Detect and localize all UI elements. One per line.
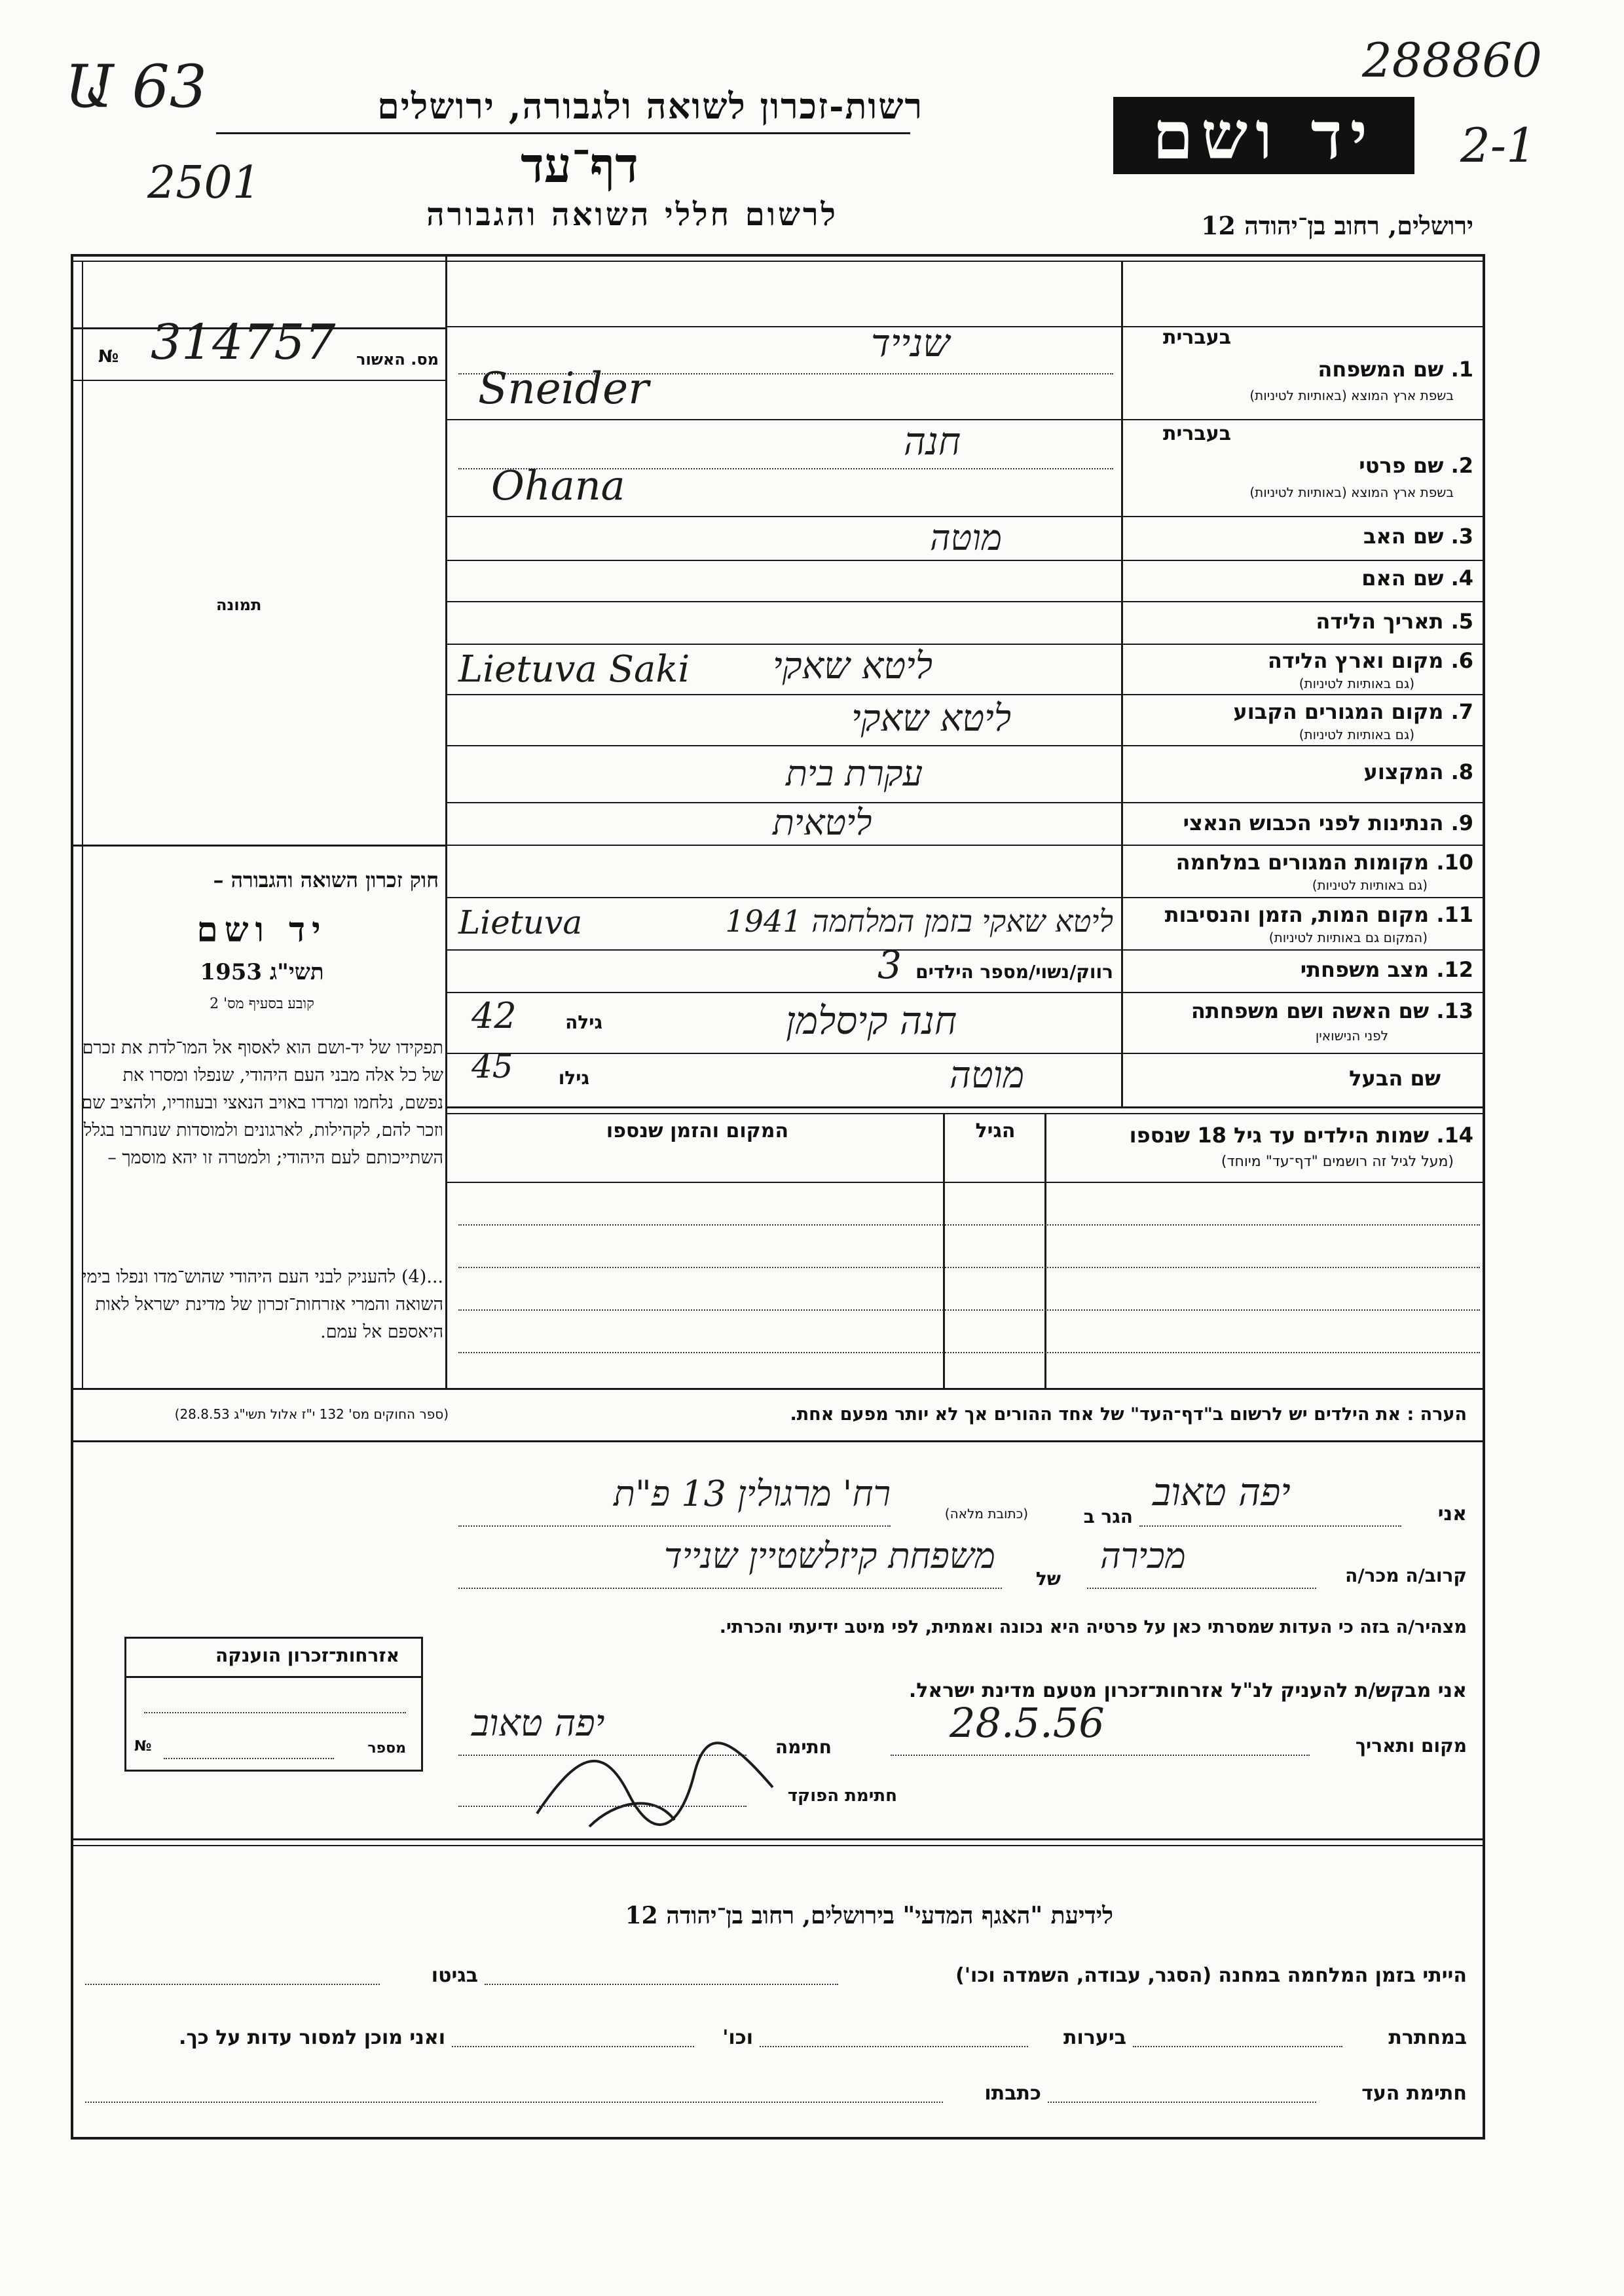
left-col-inner <box>82 262 83 1388</box>
row-line-11 <box>447 949 1483 951</box>
field-1-dotline <box>458 373 1113 374</box>
children-row-4 <box>458 1352 1480 1353</box>
approval-label: מס. האשור <box>356 350 439 369</box>
row-line-14 <box>447 1106 1483 1108</box>
children-row-2 <box>458 1267 1480 1268</box>
field-7-sub: (גם באותיות לטיניות) <box>1299 727 1414 742</box>
row-line-9 <box>447 845 1483 846</box>
relation-line <box>1087 1588 1316 1589</box>
signature-scribble <box>524 1715 799 1833</box>
place-date-label: מקום ותאריך <box>1355 1735 1467 1757</box>
citizenship-number-label: מספר <box>367 1740 406 1757</box>
footer-line2-dots-a <box>1133 2046 1342 2047</box>
row-line-3 <box>447 560 1483 561</box>
field-13-value: חנה קיסלמן <box>786 998 957 1043</box>
footer-line1-start: הייתי בזמן המלחמה במחנה (הסגר, עבודה, השמדה וכו') <box>955 1964 1467 1987</box>
footer-line1-end: בגיטו <box>431 1964 478 1987</box>
children-sub: (מעל לגיל זה רושמים "דף־עד" מיוחד) <box>1221 1154 1454 1170</box>
field-11-latin: Lietuva <box>458 903 583 941</box>
field-1-lang: בעברית <box>1163 326 1231 349</box>
field-5-num: 5. <box>1450 609 1473 634</box>
footer-line2-c: וכו' <box>722 2026 753 2049</box>
declarant-resides: הגר ב <box>1083 1506 1133 1527</box>
children-title: 14. שמות הילדים עד גיל 18 שנספו <box>1129 1123 1473 1148</box>
left-col-divider <box>445 255 447 1388</box>
left-photo-bottom <box>72 845 445 847</box>
officer-label: חתימת הפוקד <box>787 1786 897 1806</box>
field-6-label <box>1133 648 1473 673</box>
field-12-options: רווק/נשוי/מספר הילדים <box>915 961 1113 983</box>
field-4-label <box>1133 566 1473 591</box>
field-4-title: שם האם <box>1361 566 1444 591</box>
law-year: תשי"ג 1953 <box>200 959 324 985</box>
field-13-age: 42 <box>471 995 517 1036</box>
row-line-12 <box>447 992 1483 993</box>
footer-line2-dots-c <box>452 2046 694 2047</box>
photo-label: תמונה <box>216 596 262 614</box>
frame-left <box>71 254 73 2140</box>
request-text: אני מבקש/ת להעניק לנ"ל אזרחות־זכרון מטעם מדינת ישראל. <box>908 1679 1467 1702</box>
form-subtitle: לרשום חללי השואה והגבורה <box>426 196 838 233</box>
frame-right <box>1483 254 1485 2140</box>
field-5-label <box>1133 609 1473 634</box>
footer-line3-a: חתימת העד <box>1361 2082 1467 2105</box>
row-line-8 <box>447 802 1483 803</box>
footer-line3-dots-a <box>1048 2102 1316 2103</box>
citizenship-no-sign: № <box>134 1738 152 1755</box>
declarant-of-whom: משפחת קיזלשטיין שנייד <box>663 1535 995 1576</box>
form-title: דף־עד <box>521 137 638 194</box>
field-6-latin: Lietuva Saki <box>458 648 690 691</box>
field-8-num: 8. <box>1450 759 1473 784</box>
field-7-label <box>1133 699 1473 724</box>
declarant-address-line <box>458 1525 891 1527</box>
husband-age-label: גילו <box>558 1067 589 1089</box>
field-7-title: מקום המגורים הקבוע <box>1233 699 1444 724</box>
field-1-sub: בשפת ארץ המוצא (באותיות לטיניות) <box>1249 388 1454 403</box>
note-text: הערה : את הילדים יש לרשום ב"דף־העד" של אחד ההורים אך לא יותר מפעם אחת. <box>790 1404 1467 1425</box>
field-1-title: שם המשפחה <box>1318 357 1444 382</box>
footer-line3-dots-b <box>85 2102 943 2103</box>
field-10-label <box>1133 850 1473 875</box>
field-8-value: עקרת בית <box>786 753 923 794</box>
footer-top-2 <box>72 1845 1484 1846</box>
field-3-num: 3. <box>1450 524 1473 549</box>
declarant-address-hint: (כתובת מלאה) <box>944 1506 1028 1522</box>
footer-top <box>72 1838 1484 1840</box>
field-8-label <box>1133 759 1473 784</box>
field-6-value: ליטא שאקי <box>773 645 933 687</box>
handwritten-number-right: 288860 <box>1362 33 1542 88</box>
row-line-6 <box>447 694 1483 695</box>
footer-title: לידיעת "האגף המדעי" בירושלים, רחוב בן־יהודה 12 <box>625 1902 1113 1929</box>
field-8-title: המקצוע <box>1363 759 1444 784</box>
citizenship-number-line <box>164 1758 334 1759</box>
law-clause: קובע בסעיף מס' 2 <box>210 996 314 1012</box>
footer-line2-a: במחתרת <box>1388 2026 1467 2049</box>
field-4-num: 4. <box>1450 566 1473 591</box>
row-line-10 <box>447 897 1483 898</box>
yad-vashem-logo: יד ושם <box>1113 97 1414 174</box>
row-line-7 <box>447 745 1483 746</box>
approval-no-sign: № <box>98 347 119 367</box>
field-2-lang: בעברית <box>1163 422 1231 445</box>
citizenship-line-1 <box>144 1712 406 1713</box>
children-col-age: הגיל <box>975 1120 1016 1142</box>
citizenship-title: אזרחות־זכרון הוענקה <box>215 1645 399 1666</box>
field-3-value: מוטה <box>930 517 1003 558</box>
field-13-age-label: גילה <box>565 1011 602 1033</box>
children-col-2 <box>1044 1113 1046 1388</box>
husband-age: 45 <box>471 1048 513 1085</box>
declarant-signature: יפה טאוב <box>471 1702 605 1745</box>
field-2-title: שם פרטי <box>1359 453 1444 478</box>
declarant-name: יפה טאוב <box>1153 1470 1291 1514</box>
law-text-2: ...(4) להעניק לבני העם היהודי שהוש־מדו ונפלו בימי השואה והמרי אזרחות־זכרון של מדינת ישראל לאות היאספם אל עמם. <box>82 1267 443 1342</box>
declarant-name-line <box>1139 1525 1401 1527</box>
of-whom-line <box>458 1588 1002 1589</box>
field-11-title: מקום המות, הזמן והנסיבות <box>1164 902 1430 927</box>
frame-top <box>71 254 1485 257</box>
field-6-sub: (גם באותיות לטיניות) <box>1299 676 1414 691</box>
footer-line1-dots <box>485 1984 838 1985</box>
field-9-num: 9. <box>1450 811 1473 835</box>
row-line-1 <box>447 419 1483 420</box>
field-12-value: 3 <box>877 943 902 987</box>
field-7-value: ליטא שאקי <box>851 697 1012 740</box>
law-text-1: תפקידו של יד-ושם הוא לאסוף אל המו־לדת את זכרם של כל אלה מבני העם היהודי, שנפלו ומסרו את נפשם, נלחמו ומרדו באויב הנאצי ובעוזריו, ולהציב שם וזכר להם, לקהילות, לארגונים ולמוסדות שנחרבו בגלל השתייכותם לעם היהודי; ולמטרה זו יהא מוסמך – <box>81 1038 443 1168</box>
field-10-num: 10. <box>1436 850 1473 875</box>
field-1-hebrew: שנייד <box>871 321 950 365</box>
frame-bottom <box>71 2137 1485 2140</box>
field-11-num: 11. <box>1436 902 1473 927</box>
field-13-title: שם האשה ושם משפחתה <box>1190 998 1430 1023</box>
declarant-relation: מכירה <box>1100 1535 1186 1576</box>
field-2-latin: Ohana <box>491 462 625 509</box>
footer-line2-dots-b <box>760 2046 1028 2047</box>
left-approval-rule <box>72 380 445 381</box>
field-9-value: ליטאית <box>773 802 872 843</box>
field-2-dotline <box>458 468 1113 469</box>
field-3-title: שם האב <box>1363 524 1444 549</box>
field-2-sub: בשפת ארץ המוצא (באותיות לטיניות) <box>1249 484 1454 500</box>
children-col-1 <box>943 1113 945 1388</box>
field-7-num: 7. <box>1450 699 1473 724</box>
handwritten-ref-right: 2-1 <box>1460 118 1536 173</box>
field-2-num: 2. <box>1450 453 1473 478</box>
children-row-3 <box>458 1309 1480 1311</box>
husband-label: שם הבעל <box>1349 1066 1441 1091</box>
field-11-value: ליטא שאקי בזמן המלחמה 1941 <box>725 903 1113 939</box>
husband-value: מוטה <box>950 1054 1025 1097</box>
row-line-5 <box>447 644 1483 645</box>
row-line-4 <box>447 601 1483 602</box>
field-6-num: 6. <box>1450 648 1473 673</box>
field-12-label <box>1133 957 1473 982</box>
handwritten-code-left: Ա 63 <box>65 52 208 121</box>
children-row-1 <box>458 1224 1480 1226</box>
field-10-sub: (גם באותיות לטיניות) <box>1312 877 1428 893</box>
approval-number: 314757 <box>151 314 336 371</box>
officer-line <box>458 1806 747 1807</box>
declarant-relative-label: קרוב/ה מכר/ה <box>1345 1565 1467 1586</box>
citizenship-box-rule <box>124 1676 423 1678</box>
field-12-title: מצב משפחתי <box>1300 957 1430 982</box>
date-line <box>891 1755 1310 1756</box>
field-1-latin: Sneider <box>478 363 649 414</box>
row-line-0 <box>447 326 1483 327</box>
law-citation: (ספר החוקים מס' 132 י"ז אלול תשי"ג 28.8.53) <box>174 1406 449 1422</box>
declarant-address: רח' מרגולין 13 פ"ת <box>614 1473 891 1514</box>
field-1-label <box>1133 357 1473 382</box>
footer-line3-b: כתבתו <box>984 2082 1041 2105</box>
field-9-title: הנתינות לפני הכבוש הנאצי <box>1183 811 1444 835</box>
handwritten-code-small: 2501 <box>147 157 261 209</box>
field-11-sub: (המקום גם באותיות לטיניות) <box>1268 930 1428 945</box>
frame-top-2 <box>71 261 1485 262</box>
field-6-title: מקום וארץ הלידה <box>1267 648 1444 673</box>
label-col-divider <box>1121 262 1123 1106</box>
children-col-place: המקום והזמן שנספו <box>606 1120 789 1142</box>
note-bottom <box>72 1440 1484 1442</box>
field-5-title: תאריך הלידה <box>1316 609 1444 634</box>
field-13-sub: לפני הנישואין <box>1315 1028 1388 1044</box>
org-line: רשות-זכרון לשואה ולגבורה, ירושלים <box>377 85 923 127</box>
field-10-title: מקומות המגורים במלחמה <box>1175 850 1430 875</box>
footer-line2-b: ביערות <box>1063 2026 1126 2049</box>
field-1-num: 1. <box>1450 357 1473 382</box>
field-13-num: 13. <box>1436 998 1473 1023</box>
declarant-of-label: של <box>1035 1568 1061 1590</box>
law-title: חוק זכרון השואה והגבורה – <box>213 867 439 892</box>
law-name: יד ושם <box>196 910 327 950</box>
field-9-label <box>1133 811 1473 835</box>
declarant-i-label: אני <box>1437 1503 1467 1525</box>
declarant-date: 28.5.56 <box>950 1699 1105 1747</box>
field-11-label <box>1133 902 1473 927</box>
children-row-0 <box>447 1182 1483 1183</box>
signature-label: חתימה <box>775 1736 832 1758</box>
field-2-label <box>1133 453 1473 478</box>
footer-line1-dots-2 <box>85 1984 380 1985</box>
declaration-text: מצהיר/ה בזה כי העדות שמסרתי כאן על פרטיה היא נכונה ואמתית, לפי מיטב ידיעתי והכרתי. <box>719 1617 1467 1637</box>
org-underline <box>216 132 910 134</box>
note-top <box>72 1388 1484 1390</box>
field-2-hebrew: חנה <box>904 419 961 464</box>
header-address: ירושלים, רחוב בן־יהודה 12 <box>1201 211 1473 240</box>
footer-line2-d: ואני מוכן למסור עדות על כך. <box>179 2026 445 2049</box>
field-3-label <box>1133 524 1473 549</box>
field-13-label <box>1133 998 1473 1023</box>
field-12-num: 12. <box>1436 957 1473 982</box>
row-line-15 <box>447 1113 1483 1114</box>
